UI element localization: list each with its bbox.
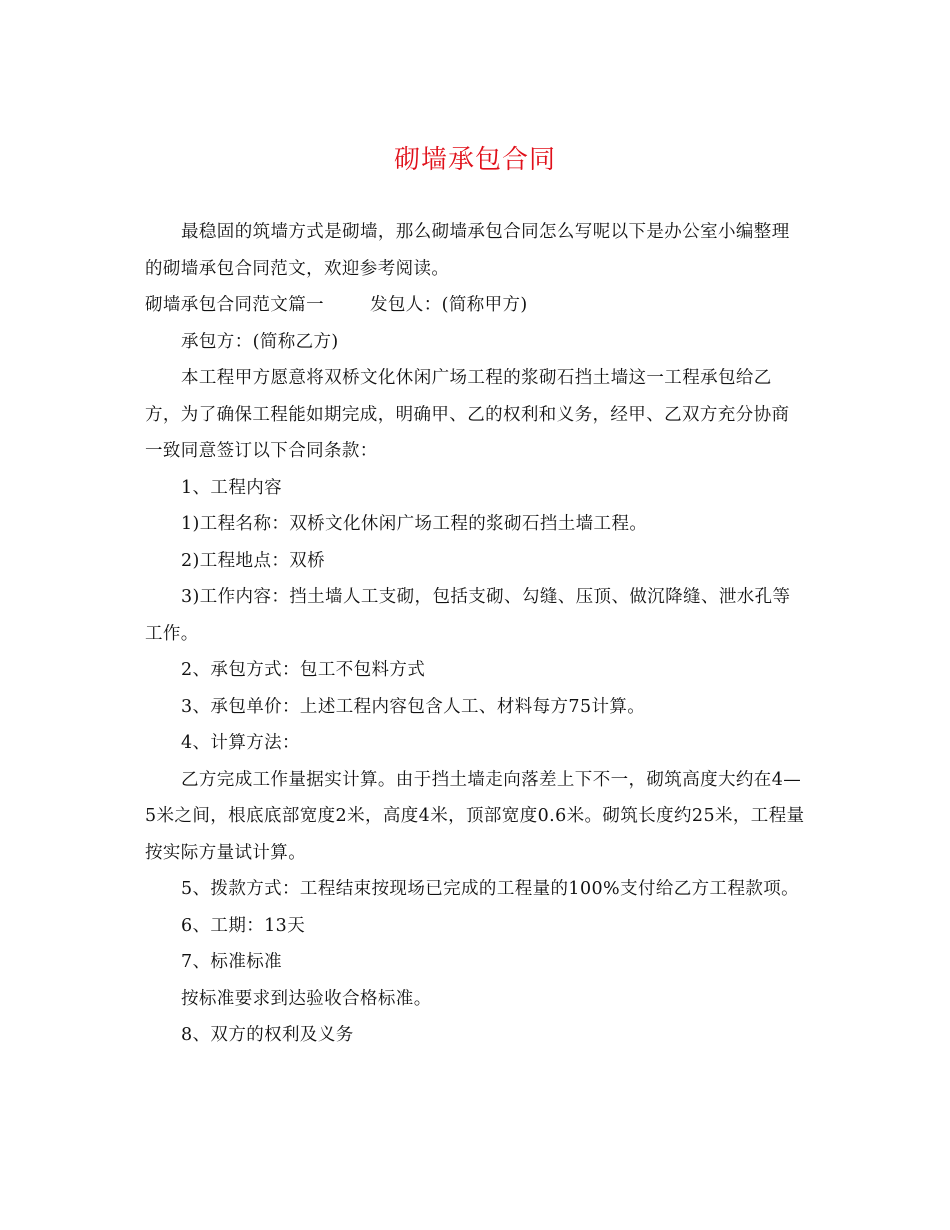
clause-4-text: 乙方完成工作量据实计算。由于挡土墙走向落差上下不一，砌筑高度大约在4—5米之间，根底底部宽度2米，高度4米，顶部宽度0.6米。砌筑长度约25米，工程量按实际方量试计算。 xyxy=(145,769,805,863)
clause-2: 2、承包方式：包工不包料方式 xyxy=(181,660,426,680)
clause-1-2: 2)工程地点：双桥 xyxy=(181,550,326,571)
clause-6: 6、工期：13天 xyxy=(181,915,306,936)
sample-heading-line xyxy=(145,287,805,324)
preamble-paragraph: 本工程甲方愿意将双桥文化休闲广场工程的浆砌石挡土墙这一工程承包给乙方，为了确保工程能如期完成，明确甲、乙的权利和义务，经甲、乙双方充分协商一致同意签订以下合同条款： xyxy=(145,368,790,461)
clause-7-heading: 7、标准标准 xyxy=(181,952,283,972)
sample-heading: 砌墙承包合同范文篇一 xyxy=(145,295,324,315)
clause-1-3: 3)工作内容：挡土墙人工支砌，包括支砌、勾缝、压顶、做沉降缝、泄水孔等工作。 xyxy=(145,587,791,644)
clause-7-text: 按标准要求到达验收合格标准。 xyxy=(181,988,432,1009)
issuer-line: 发包人：(简称甲方) xyxy=(370,295,528,315)
clause-8-heading: 8、双方的权利及义务 xyxy=(181,1025,354,1045)
clause-1-1: 1)工程名称：双桥文化休闲广场工程的浆砌石挡土墙工程。 xyxy=(181,514,648,534)
clause-4-heading: 4、计算方法： xyxy=(181,733,300,753)
clause-1-heading: 1、工程内容 xyxy=(181,477,283,498)
clause-5: 5、拨款方式：工程结束按现场已完成的工程量的100%支付给乙方工程款项。 xyxy=(181,879,800,899)
document-title: 砌墙承包合同 xyxy=(393,145,556,175)
contractor-line: 承包方：(简称乙方) xyxy=(181,331,339,352)
document-body xyxy=(145,214,805,1054)
intro-paragraph: 最稳固的筑墙方式是砌墙，那么砌墙承包合同怎么写呢以下是办公室小编整理的砌墙承包合同范文，欢迎参考阅读。 xyxy=(145,222,790,279)
clause-3: 3、承包单价：上述工程内容包含人工、材料每方75计算。 xyxy=(181,696,646,717)
